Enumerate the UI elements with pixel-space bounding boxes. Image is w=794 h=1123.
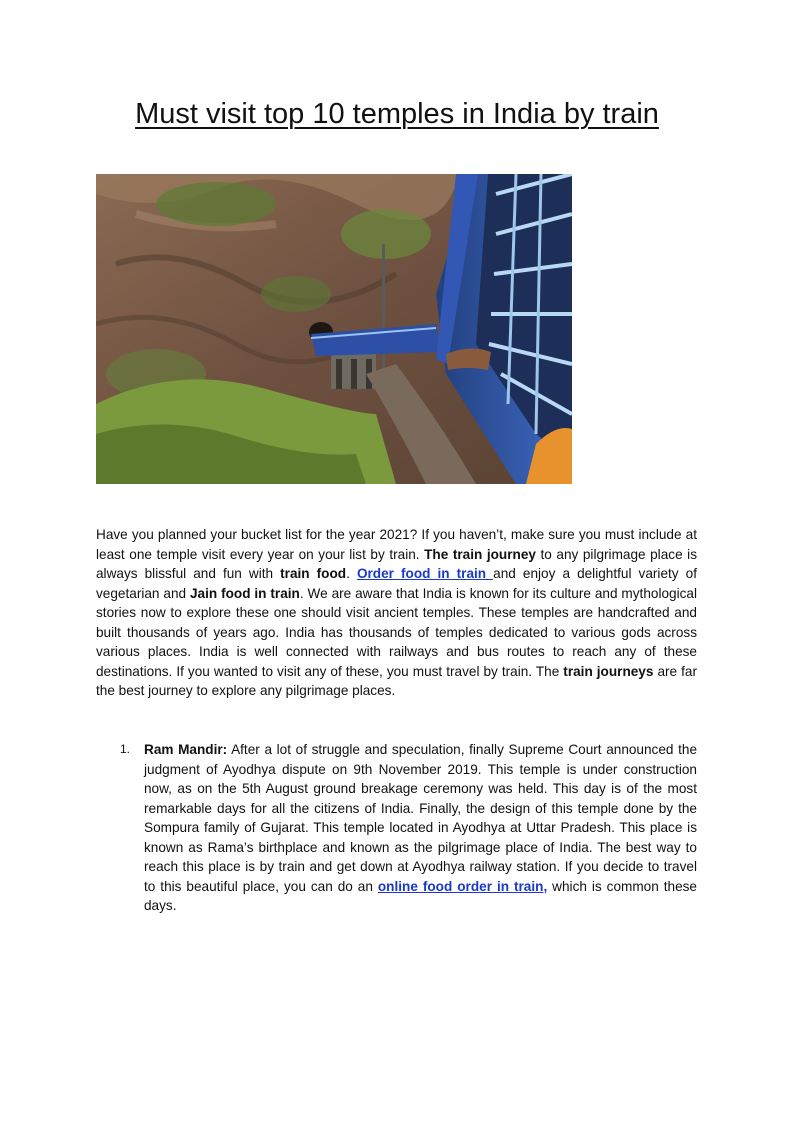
online-food-order-link[interactable]: online food order in train, <box>377 878 548 894</box>
intro-paragraph <box>96 525 697 701</box>
order-food-link[interactable]: Order food in train <box>356 566 494 581</box>
bold-train-journey: The train journey <box>424 546 536 562</box>
intro-text: . <box>346 566 357 581</box>
intro-text: . We are aware that India is known for its culture and mythological stories now to explore these one should visit ancient temples. These temples are handcrafted and built thousands of years ago. India has thousands of temples dedicated to various gods across various places. India is well connected with railways and bus routes to reach any of these destinations. If you wanted to visit any of these, you must travel by train. The <box>96 585 697 679</box>
page-title: Must visit top 10 temples in India by train <box>135 98 659 130</box>
list-item <box>96 740 697 916</box>
temple-list <box>96 740 697 916</box>
list-heading: Ram Mandir: <box>144 742 228 757</box>
bold-jain-food: Jain food in train <box>189 585 300 601</box>
intro-text: Have you planned your bucket list for the year 2021? If you haven’t, make sure you must include at least one temple visit every year on your list by train. <box>96 527 697 562</box>
list-tail-text: which is common these days. <box>144 878 697 913</box>
list-text: After a lot of struggle and speculation, finally Supreme Court announced the judgment of Ayodhya dispute on 9th November 2019. This temple is under construction now, as on the 5th August ground breakage ceremony was held. This day is of the most remarkable days for all the citizens of India. Finally, the design of this temple done by the Sompura family of Gujarat. This temple located in Ayodhya at Uttar Pradesh. This place is known as Rama’s birthplace and known as the pilgrimage place of India. The best way to reach this place is by train and get down at Ayodhya railway station. If you decide to travel to this beautiful place, you can do an <box>144 742 698 894</box>
bold-train-journeys: train journeys <box>563 663 654 679</box>
list-number: 1. <box>120 742 131 756</box>
intro-text: to any pilgrimage place is always blissful and fun with <box>96 546 697 581</box>
intro-text: are far the best journey to explore any pilgrimage places. <box>96 663 697 698</box>
intro-text: and enjoy a delightful variety of vegetarian and <box>96 566 697 601</box>
bold-train-food: train food <box>280 566 347 581</box>
train-photo-icon <box>96 174 572 484</box>
